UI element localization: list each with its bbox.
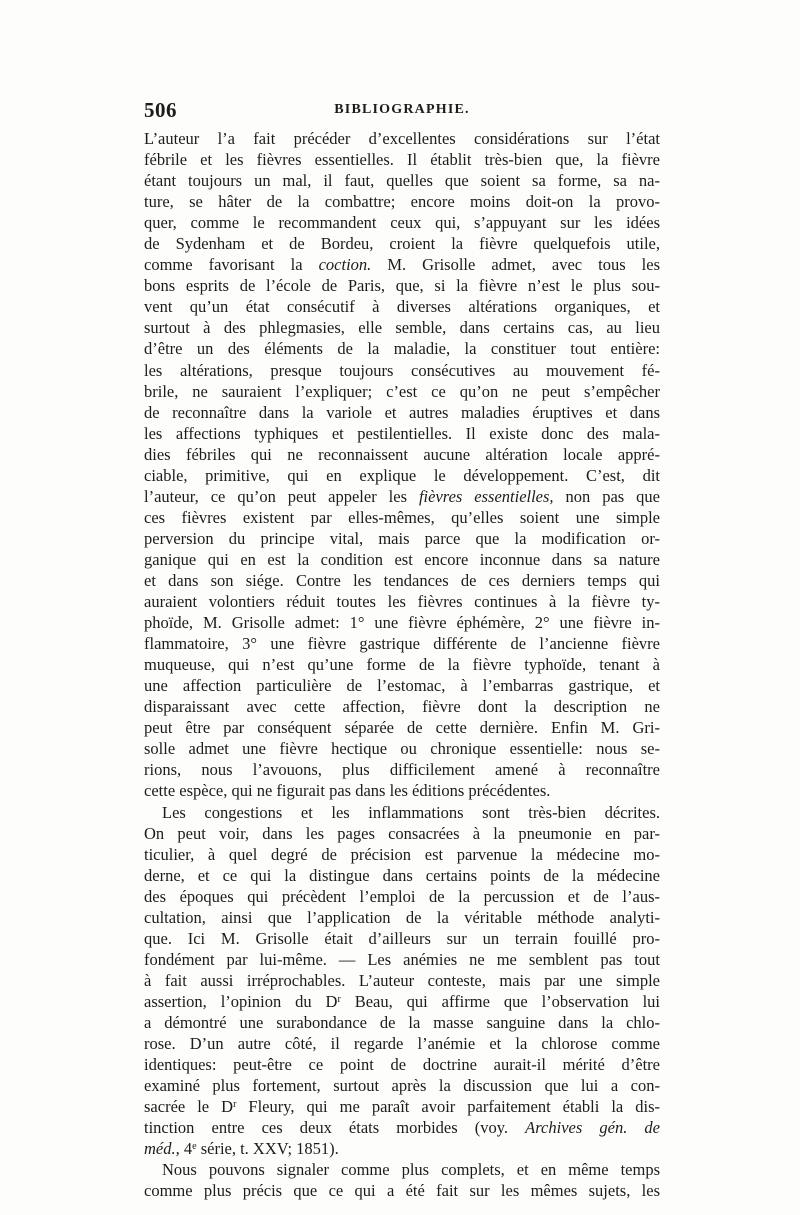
text-run: rose. D’un autre côté, il regarde l’anémie et la chlorose comme [144,1034,660,1054]
text-line [144,717,660,738]
page-header [144,98,660,128]
text-run: muqueuse, qui n’est qu’une forme de la fièvre typhoïde, tenant à [144,655,660,675]
text-line [144,1054,660,1075]
text-line [144,402,660,423]
text-run: assertion, l’opinion du D [144,991,338,1011]
superscript: e [192,1141,197,1153]
text-run: comme favorisant la [144,255,319,275]
text-line [144,570,660,591]
text-run: les altérations, presque toujours consécutives au mouvement fé- [144,360,660,380]
text-run: de reconnaître dans la variole et autres maladies éruptives et dans [144,402,660,422]
text-run: solle admet une fièvre hectique ou chronique essentielle: nous se- [144,739,660,759]
text-line [144,654,660,675]
text-run: rions, nous l’avouons, plus difficilement amené à reconnaître [144,760,660,780]
text-run: comme plus précis que ce qui a été fait sur les mêmes sujets, les [144,1181,660,1201]
text-line [144,381,660,402]
text-line [144,928,660,949]
text-line [144,549,660,570]
text-line [144,907,660,928]
text-line [144,696,660,717]
text-line [144,991,660,1012]
text-run: ces fièvres existent par elles-mêmes, qu’elles soient une simple [144,507,660,527]
text-line [144,296,660,317]
text-run: ganique qui en est la condition est encore inconnue dans sa nature [144,549,660,569]
text-line [144,1012,660,1033]
italic-text: méd., [144,1139,180,1159]
text-line [144,780,660,801]
text-run: l’auteur, ce qu’on peut appeler les [144,486,419,506]
text-line [144,254,660,275]
text-run: bons esprits de l’école de Paris, que, si la fièvre n’est le plus sou- [144,276,660,296]
text-run: sacrée le D [144,1097,234,1117]
text-run: phoïde, M. Grisolle admet: 1° une fièvre éphémère, 2° une fièvre in- [144,613,660,633]
text-run: ciable, primitive, qui en explique le développement. C’est, dit [144,465,660,485]
text-run: les affections typhiques et pestilentielles. Il existe donc des mala- [144,423,660,443]
text-line [144,1117,660,1138]
text-run: derne, et ce qui la distingue dans certains points de la médecine [144,865,660,885]
text-run: et dans son siége. Contre les tendances de ces derniers temps qui [144,570,660,590]
italic-text: fièvres essentielles, [418,486,554,506]
text-line [144,233,660,254]
text-run: des époques qui précèdent l’emploi de la percussion et de l’aus- [144,886,660,906]
text-run: de Sydenham et de Bordeu, croient la fièvre quelquefois utile, [144,234,660,254]
text-line [144,865,660,886]
text-line [144,423,660,444]
text-run: L’auteur l’a fait précéder d’excellentes considérations sur l’état [144,129,660,148]
text-run: quer, comme le recommandent ceux qui, s’appuyant sur les idées [144,213,660,233]
text-line [144,591,660,612]
text-run: Fleury, qui me paraît avoir parfaitement établi la dis- [236,1097,660,1117]
text-run: d’être un des éléments de la maladie, la constituer tout entière: [144,339,660,359]
text-run: perversion du principe vital, mais parce que la modification or- [144,528,660,548]
text-run: Nous pouvons signaler comme plus complets, et en même temps [162,1160,660,1180]
text-line [144,612,660,633]
text-run: fondément par lui-même. — Les anémies ne me semblent pas tout [144,949,660,969]
text-run: a démontré une surabondance de la masse sanguine dans la chlo- [144,1012,660,1032]
text-run: cette espèce, qui ne figurait pas dans les éditions précédentes. [144,781,551,801]
text-run: disparaissant avec cette affection, fièvre dont la description ne [144,697,660,717]
text-run: ture, se hâter de la combattre; encore moins doit-on la provo- [144,192,660,212]
italic-text: Archives gén. de [525,1118,660,1138]
text-run: surtout à des phlegmasies, elle semble, dans certains cas, au lieu [144,318,660,338]
text-run: série, t. XXV; 1851). [196,1139,339,1159]
text-line [144,1096,660,1117]
text-run: que. Ici M. Grisolle était d’ailleurs sur un terrain fouillé pro- [144,928,660,948]
text-run: brile, ne sauraient l’expliquer; c’est ce qu’on ne peut s’empêcher [144,381,660,401]
text-line [144,886,660,907]
text-line [144,759,660,780]
text-run: Les congestions et les inflammations sont très-bien décrites. [162,802,660,822]
text-line [144,1180,660,1201]
text-run: M. Grisolle admet, avec tous les [371,255,661,275]
text-run: étant toujours un mal, il faut, quelles que soient sa forme, sa na- [144,171,660,191]
text-line [144,317,660,338]
text-line [144,1159,660,1180]
text-line [144,128,660,149]
text-run: une affection particulière de l’estomac, à l’embarras gastrique, et [144,676,660,696]
text-line [144,486,660,507]
text-line [144,149,660,170]
text-run: peut être par conséquent séparée de cette dernière. Enfin M. Gri- [144,718,660,738]
text-line [144,212,660,233]
text-line [144,802,660,823]
text-line [144,949,660,970]
text-line [144,1075,660,1096]
text-run: dies fébriles qui ne reconnaissent aucune altération locale appré- [144,444,660,464]
text-run: examiné plus fortement, surtout après la discussion que lui a con- [144,1076,660,1096]
body-text [144,128,660,1201]
text-line [144,970,660,991]
text-line [144,465,660,486]
text-line [144,528,660,549]
text-run: On peut voir, dans les pages consacrées à la pneumonie en par- [144,823,660,843]
text-run: à fait aussi irréprochables. L’auteur conteste, mais par une simple [144,970,660,990]
text-run: ticulier, à quel degré de précision est parvenue la médecine mo- [144,844,660,864]
page-number: 506 [144,98,177,122]
superscript: r [337,993,341,1005]
text-line [144,444,660,465]
italic-text: coction. [318,255,372,275]
text-line [144,191,660,212]
text-run: Beau, qui affirme que l’observation lui [340,991,660,1011]
text-line [144,823,660,844]
text-run: flammatoire, 3° une fièvre gastrique différente de l’ancienne fièvre [144,634,660,654]
text-run: auraient volontiers réduit toutes les fièvres continues à la fièvre ty- [144,592,660,612]
text-line [144,738,660,759]
text-run: fébrile et les fièvres essentielles. Il établit très-bien que, la fièvre [144,150,660,170]
text-line [144,275,660,296]
text-line [144,675,660,696]
superscript: r [233,1099,237,1111]
text-run: tinction entre ces deux états morbides (voy. [144,1118,526,1138]
text-line [144,1138,660,1159]
text-line [144,360,660,381]
text-line [144,507,660,528]
text-line [144,170,660,191]
text-line [144,338,660,359]
text-run: cultation, ainsi que l’application de la véritable méthode analyti- [144,907,660,927]
running-title: BIBLIOGRAPHIE. [334,102,470,117]
text-line [144,1033,660,1054]
text-run: identiques: peut-être ce point de doctrine aurait-il mérité d’être [144,1055,660,1075]
text-run: non pas que [553,486,661,506]
text-run: vent qu’un état consécutif à diverses altérations organiques, et [144,297,660,317]
text-line [144,844,660,865]
text-line [144,633,660,654]
text-run: 4 [179,1139,193,1159]
